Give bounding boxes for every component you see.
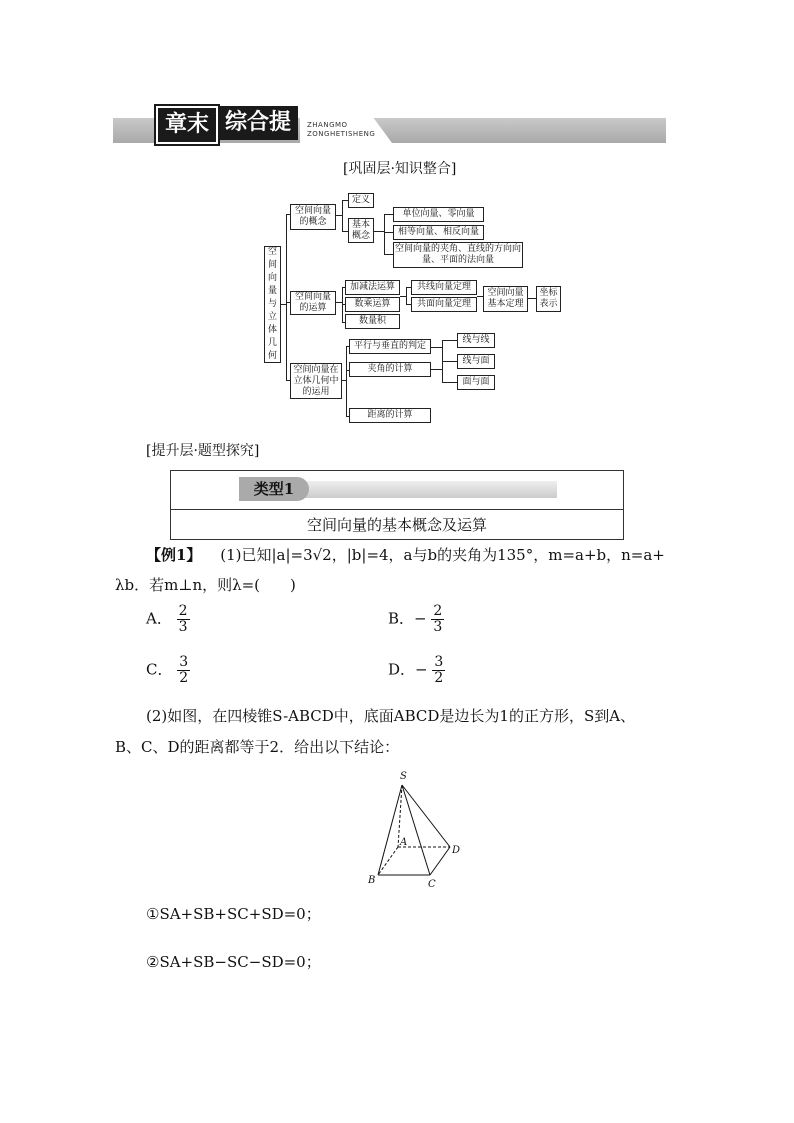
example-part1-text: (1)已知|a|=3√2，|b|=4，a与b的夹角为135°，m=a+b，n=a+ (220, 546, 665, 564)
mindmap-parallel-perp: 平行与垂直的判定 (349, 339, 431, 354)
mindmap-root: 空间向量与立体几何 (264, 246, 281, 363)
mindmap-basis-theorem: 空间向量基本定理 (483, 286, 528, 312)
conclusion-2: ②SA+SB−SC−SD=0； (146, 953, 321, 971)
mindmap-plane-plane: 面与面 (457, 375, 495, 390)
label-B: B (368, 875, 376, 886)
section-title-exploration: [提升层·题型探究] (146, 443, 260, 459)
mindmap-angle-direction: 空间向量的夹角、直线的方向向量、平面的法向量 (393, 242, 523, 268)
chapter-title-tag: 综合提升 (218, 106, 298, 140)
pinyin-caption: ZHANGMO ZONGHETISHENG (307, 121, 376, 138)
mindmap-concept: 空间向量的概念 (290, 204, 336, 230)
part2-line-1: (2)如图，在四棱锥S-ABCD中，底面ABCD是边长为1的正方形，S到A、 (146, 707, 636, 725)
mindmap-basic-concept: 基本概念 (348, 218, 374, 243)
mindmap-angle-calc: 夹角的计算 (349, 362, 431, 377)
mindmap-line-plane: 线与面 (457, 354, 495, 369)
option-b: B．− $\frac{2}{3}$ (388, 603, 443, 635)
mindmap-scalar-mult: 数乘运算 (345, 297, 400, 312)
mindmap-equal-opposite: 相等向量、相反向量 (393, 225, 484, 240)
mindmap-add-sub: 加减法运算 (345, 280, 400, 295)
label-S: S (400, 771, 407, 782)
mindmap-coplanar: 共面向量定理 (411, 297, 477, 312)
example-line-2: λb．若m⊥n，则λ=( ) (115, 576, 296, 594)
mindmap-coordinates: 坐标表示 (536, 286, 561, 312)
mindmap-operation: 空间向量的运算 (290, 291, 336, 315)
label-A: A (400, 837, 408, 848)
option-a: A． $\frac{2}{3}$ (146, 603, 188, 635)
chapter-tag: 章末 (156, 106, 218, 144)
section-title-consolidation: [巩固层·知识整合] (343, 161, 457, 177)
example-line-1 (146, 545, 665, 565)
mindmap-application: 空间向量在立体几何中的运用 (290, 363, 342, 399)
part2-line-2: B、C、D的距离都等于2．给出以下结论： (115, 738, 400, 756)
label-D: D (452, 845, 461, 856)
mindmap-collinear: 共线向量定理 (411, 280, 477, 295)
type-box (170, 470, 624, 540)
example-label: 【例1】 (146, 546, 202, 564)
mindmap-distance-calc: 距离的计算 (349, 408, 431, 423)
conclusion-1: ①SA+SB+SC+SD=0； (146, 905, 321, 923)
mindmap-line-line: 线与线 (457, 333, 495, 348)
option-d: D．− $\frac{3}{2}$ (388, 654, 444, 686)
mindmap-dot-product: 数量积 (345, 314, 400, 329)
type-title: 空间向量的基本概念及运算 (306, 516, 487, 534)
mindmap-unit-zero: 单位向量、零向量 (393, 207, 484, 222)
option-c: C． $\frac{3}{2}$ (146, 654, 189, 686)
type-badge: 类型1 (239, 477, 309, 501)
pyramid-figure (360, 765, 470, 890)
mindmap-definition: 定义 (348, 193, 374, 208)
label-C: C (428, 879, 436, 890)
